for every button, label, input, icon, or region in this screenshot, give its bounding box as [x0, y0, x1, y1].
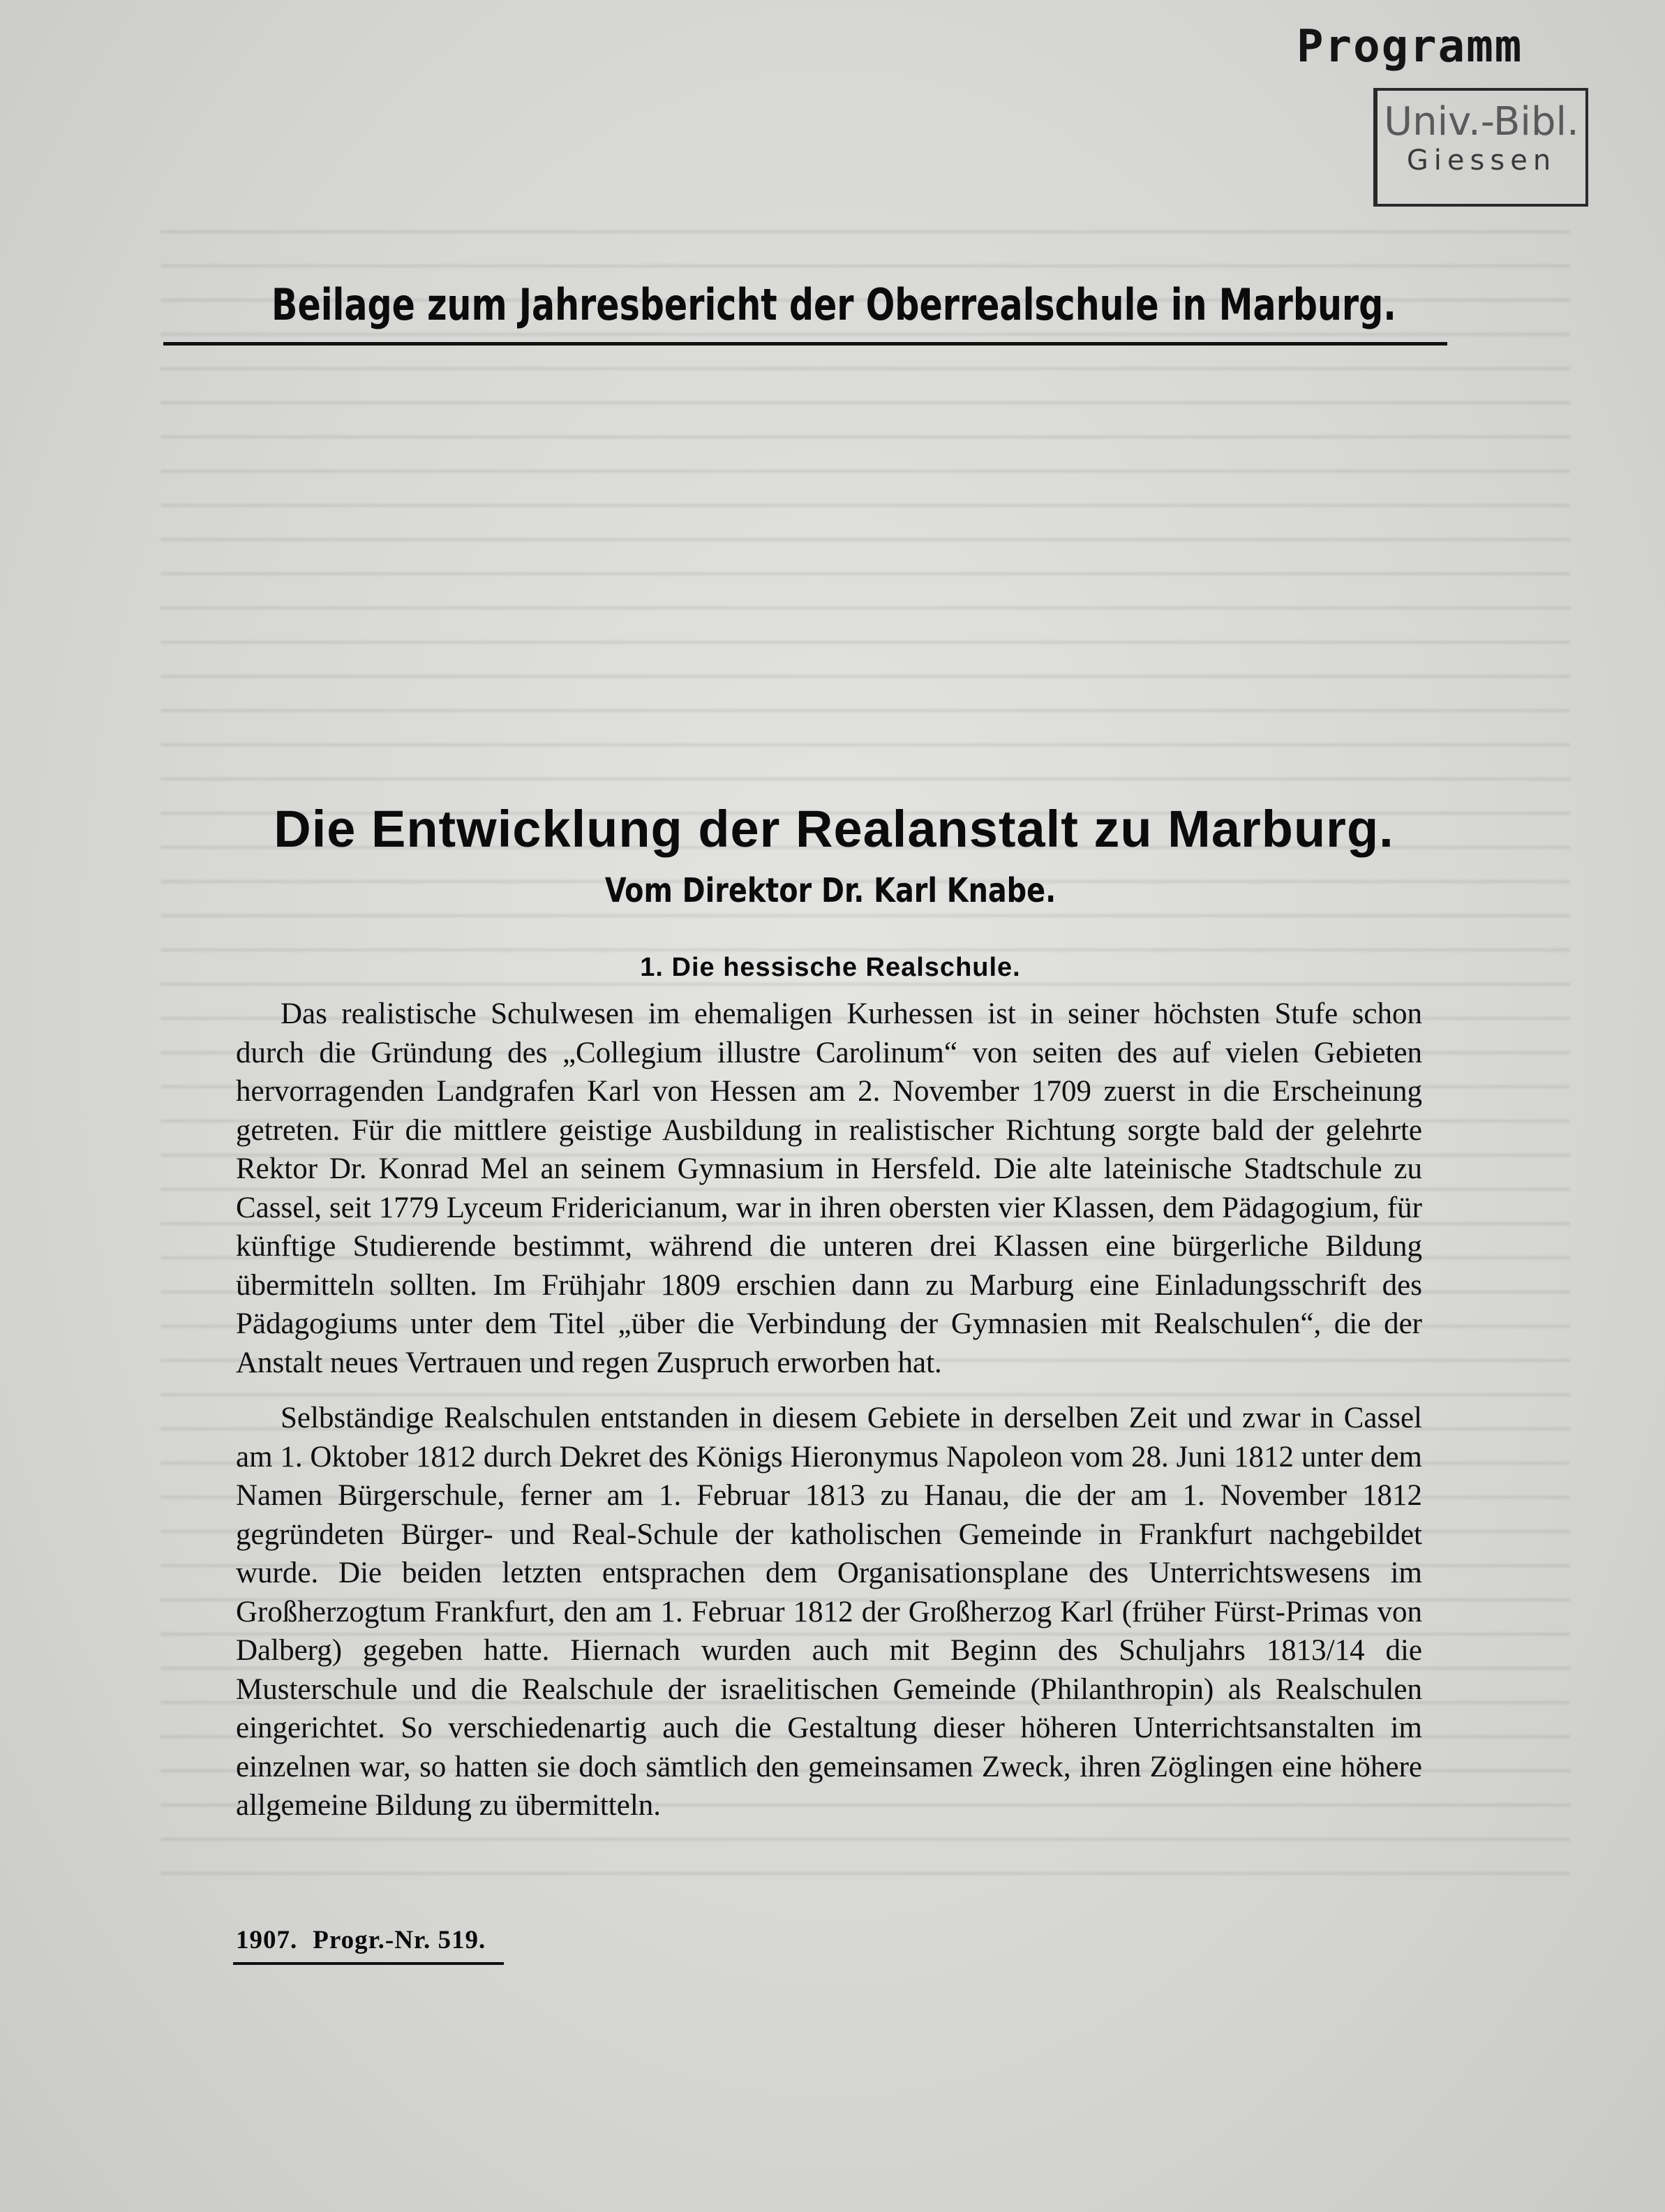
- programm-stamp: Programm: [1297, 21, 1523, 73]
- article-body: [236, 995, 1422, 1825]
- footer-year: 1907.: [236, 1926, 298, 1954]
- library-stamp-line1: Univ.-Bibl.: [1384, 99, 1579, 144]
- paragraph: Selbständige Realschulen entstanden in diesem Gebiete in derselben Zeit und zwar in Cassel am 1. Oktober 1812 durch Dekret des Königs Hieronymus Napoleon vom 28. Juni 1812 unter dem Namen Bürgerschule, ferner am 1. Februar 1813 zu Hanau, die der am 1. November 1812 gegründeten Bürger- und Real-Schule der katholischen Gemeinde in Frankfurt nachgebildet wurde. Die beiden letzten entsprachen dem Organisationsplane des Unterrichtswesens im Großherzogtum Frankfurt, den am 1. Februar 1812 der Großherzog Karl (früher Fürst-Primas von Dalberg) gegeben hatte. Hiernach wurden auch mit Beginn des Schuljahrs 1813/14 die Musterschule und die Realschule der israelitischen Gemeinde (Philanthropin) als Realschulen eingerichtet. So verschiedenartig auch die Gestaltung dieser höheren Unterrichtsanstalten im einzelnen war, so hatten sie doch sämtlich den gemeinsamen Zweck, ihren Zöglingen eine höhere allgemeine Bildung zu übermitteln.: [236, 1402, 1422, 1822]
- article-title: Die Entwicklung der Realanstalt zu Marburg.: [274, 800, 1394, 858]
- heading-underline: [163, 342, 1447, 346]
- footer-underline: [233, 1962, 504, 1965]
- paragraph: Das realistische Schulwesen im ehemaligen Kurhessen ist in seiner höchsten Stufe schon durch die Gründung des „Collegium illustre Carolinum“ von seiten des auf vielen Gebieten hervorragenden Landgrafen Karl von Hessen am 2. November 1709 zuerst in die Erscheinung getreten. Für die mittlere geistige Ausbildung in realistischer Richtung sorgte bald der gelehrte Rektor Dr. Konrad Mel an seinem Gymnasium in Hersfeld. Die alte lateinische Stadtschule zu Cassel, seit 1779 Lyceum Fridericianum, war in ihren obersten vier Klassen, dem Pädagogium, für künftige Studierende bestimmt, während die unteren drei Klassen eine bürgerliche Bildung übermitteln sollten. Im Frühjahr 1809 erschien dann zu Marburg eine Einladungsschrift des Pädagogiums unter dem Titel „über die Verbindung der Gymnasien mit Realschulen“, die der Anstalt neues Vertrauen und regen Zuspruch erworben hat.: [236, 997, 1422, 1379]
- supplement-heading: Beilage zum Jahresbericht der Oberrealschule in Marburg.: [271, 279, 1396, 330]
- footer-program-number: Progr.-Nr. 519.: [313, 1926, 486, 1954]
- article-author: Vom Direktor Dr. Karl Knabe.: [604, 871, 1057, 910]
- section-heading: 1. Die hessische Realschule.: [640, 953, 1021, 982]
- footer-program-info: [236, 1925, 486, 1955]
- library-stamp-line2: Giessen: [1406, 144, 1557, 177]
- library-stamp: [1373, 88, 1588, 207]
